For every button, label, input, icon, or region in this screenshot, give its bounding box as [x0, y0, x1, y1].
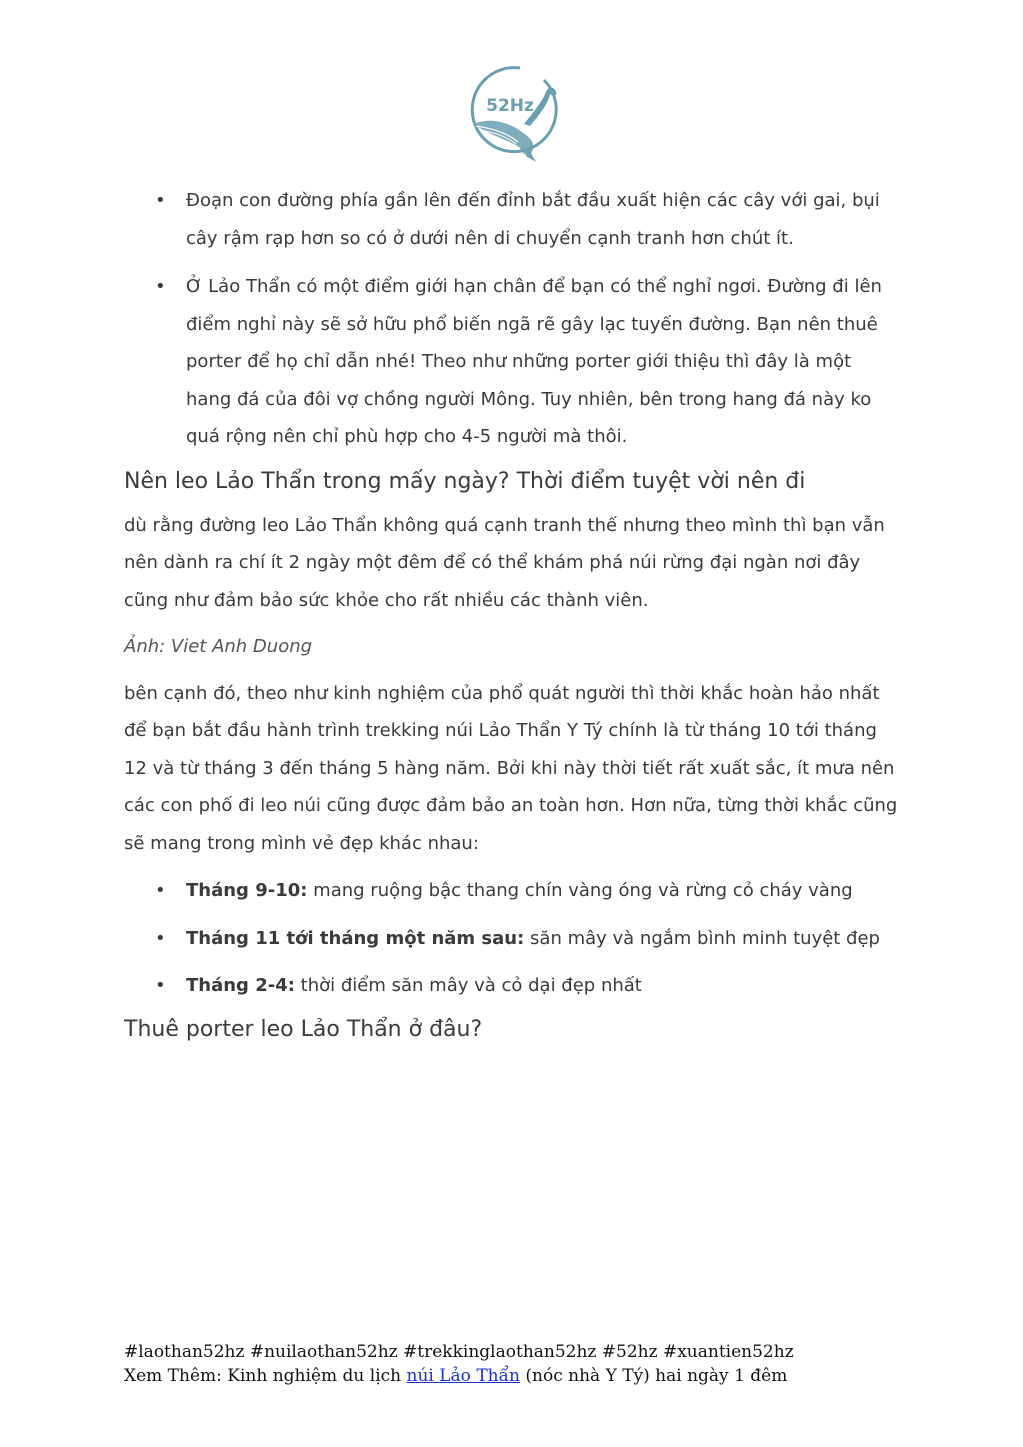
brand-logo: [462, 62, 562, 166]
list-item: [124, 872, 899, 910]
list-item-label: Tháng 11 tới tháng một năm sau:: [186, 927, 525, 949]
list-item-label: Tháng 9-10:: [186, 880, 308, 901]
list-item-text: săn mây và ngắm bình minh tuyệt đẹp: [524, 927, 880, 949]
bullet-list-top: [124, 182, 899, 456]
see-more-suffix: (nóc nhà Y Tý) hai ngày 1 đêm: [519, 1366, 788, 1386]
hashtags: #laothan52hz #nuilaothan52hz #trekkinglaothan52hz #52hz #xuantien52hz: [124, 1342, 794, 1362]
paragraph: bên cạnh đó, theo như kinh nghiệm của phổ quát người thì thời khắc hoàn hảo nhất để bạn bắt đầu hành trình trekking núi Lảo Thẩn Y Tý chính là từ tháng 10 tới tháng 12 và từ tháng 3 đến tháng 5 hàng năm. Bởi khi này thời tiết rất xuất sắc, ít mưa nên các con phố đi leo núi cũng được đảm bảo an toàn hơn. Hơn nữa, từng thời khắc cũng sẽ mang trong mình vẻ đẹp khác nhau:: [124, 682, 898, 854]
list-item: [124, 920, 899, 958]
article-body: [124, 182, 899, 1045]
footer: [124, 1340, 924, 1388]
list-item: • Đoạn con đường phía gần lên đến đỉnh bắt đầu xuất hiện các cây với gai, bụi cây rậm rạp hơn so có ở dưới nên di chuyển cạnh tranh hơn chút ít.: [124, 182, 899, 257]
see-more-link[interactable]: núi Lảo Thẩn: [406, 1366, 520, 1386]
paragraph: dù rằng đường leo Lảo Thẩn không quá cạnh tranh thế nhưng theo mình thì bạn vẫn nên dành ra chí ít 2 ngày một đêm để có thể khám phá núi rừng đại ngàn nơi đây cũng như đảm bảo sức khỏe cho rất nhiều các thành viên.: [124, 514, 885, 611]
see-more-prefix: Xem Thêm: Kinh nghiệm du lịch: [124, 1366, 407, 1386]
section-heading: Nên leo Lảo Thẩn trong mấy ngày? Thời điểm tuyệt vời nên đi: [124, 468, 806, 494]
list-item-text: mang ruộng bậc thang chín vàng óng và rừng cỏ cháy vàng: [307, 880, 853, 901]
list-item: • Ở Lảo Thẩn có một điểm giới hạn chân để bạn có thể nghỉ ngơi. Đường đi lên điểm nghỉ này sẽ sở hữu phổ biến ngã rẽ gây lạc tuyến đường. Bạn nên thuê porter để họ chỉ dẫn nhé! Theo như những porter giới thiệu thì đây là một hang đá của đôi vợ chồng người Mông. Tuy nhiên, bên trong hang đá này ko quá rộng nên chỉ phù hợp cho 4-5 người mà thôi.: [124, 268, 899, 456]
list-item: [124, 967, 899, 1005]
image-caption: Ảnh: Viet Anh Duong: [124, 636, 313, 657]
list-item-text: thời điểm săn mây và cỏ dại đẹp nhất: [294, 975, 642, 996]
logo-text: 52Hz: [486, 96, 534, 116]
list-item-label: Tháng 2-4:: [186, 975, 295, 996]
see-more-line: [124, 1364, 924, 1388]
bullet-list-months: [124, 872, 899, 1005]
section-heading: Thuê porter leo Lảo Thẩn ở đâu?: [124, 1016, 483, 1042]
